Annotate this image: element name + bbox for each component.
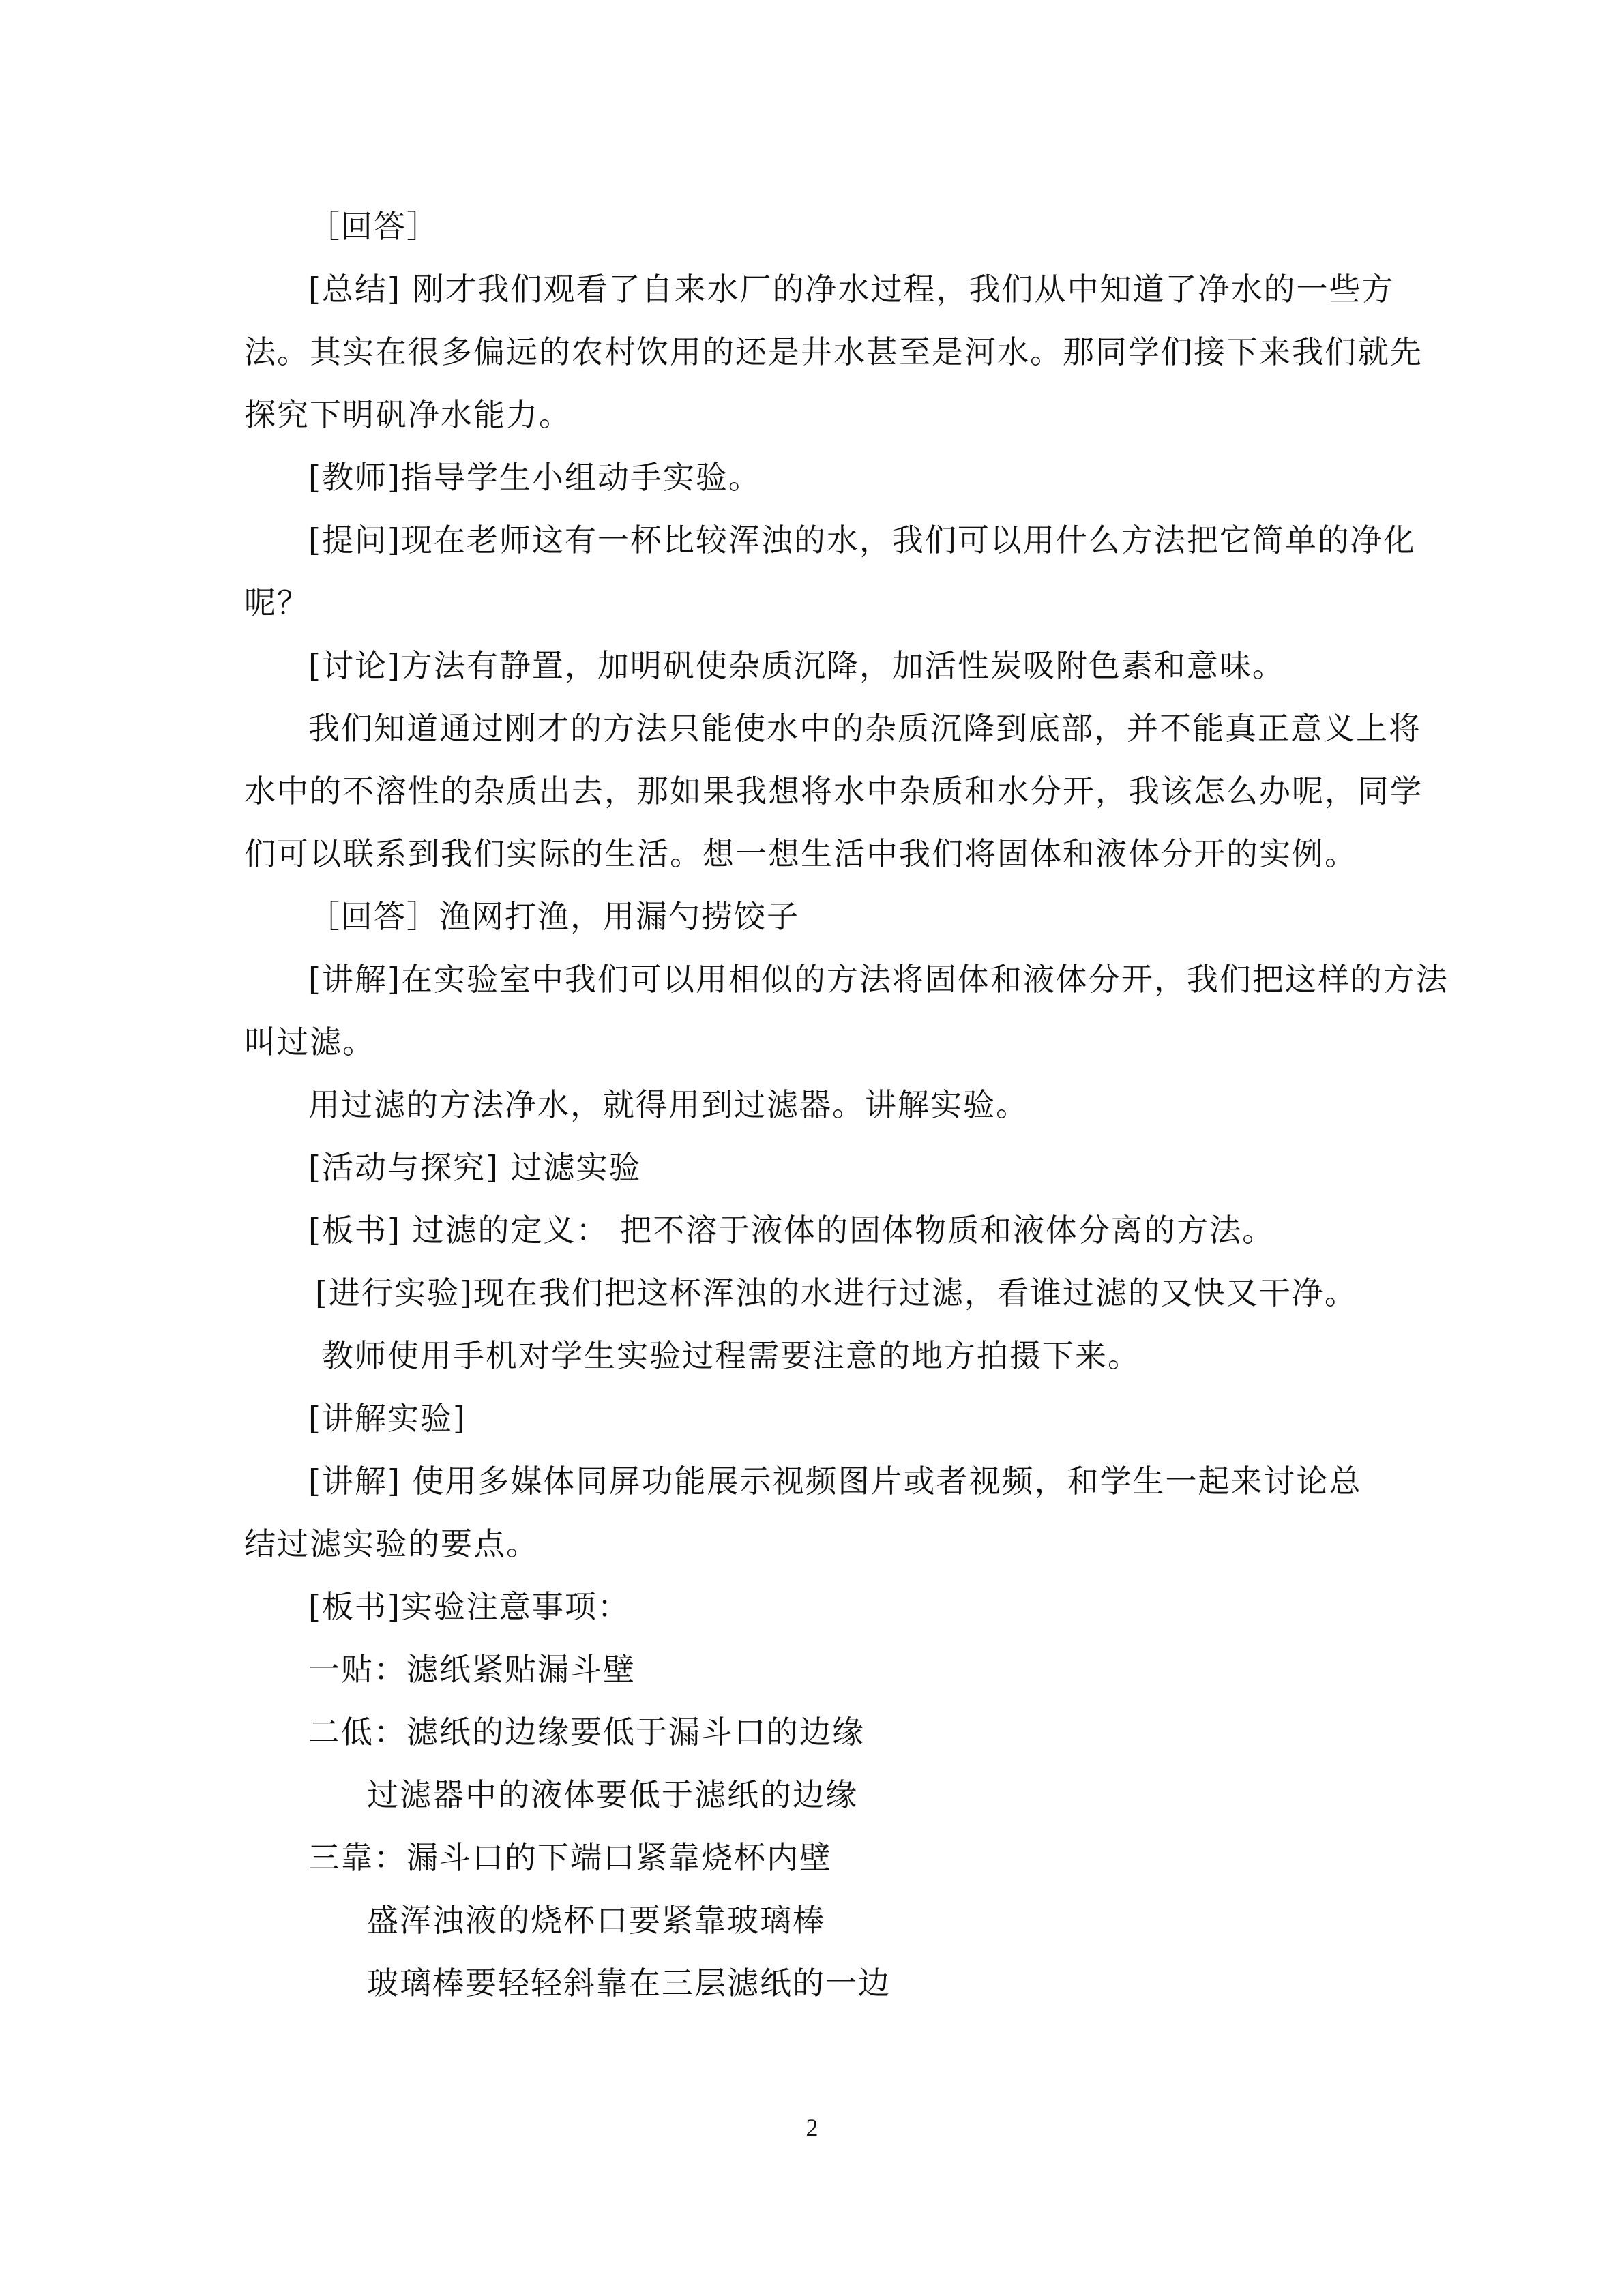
text-line: 水中的不溶性的杂质出去，那如果我想将水中杂质和水分开，我该怎么办呢，同学 <box>244 773 1423 809</box>
page-number: 2 <box>806 2114 818 2141</box>
text-line: [讲解] 使用多媒体同屏功能展示视频图片或者视频，和学生一起来讨论总 <box>308 1463 1362 1500</box>
text-line: [教师]指导学生小组动手实验。 <box>308 459 761 496</box>
text-line: [讨论]方法有静置，加明矾使杂质沉降，加活性炭吸附色素和意味。 <box>308 647 1285 684</box>
text-line: [总结] 刚才我们观看了自来水厂的净水过程，我们从中知道了净水的一些方 <box>308 271 1395 308</box>
text-line: 我们知道通过刚才的方法只能使水中的杂质沉降到底部，并不能真正意义上将 <box>308 710 1421 747</box>
text-line: [板书] 过滤的定义： 把不溶于液体的固体物质和液体分离的方法。 <box>308 1212 1275 1249</box>
text-line: 叫过滤。 <box>244 1024 375 1060</box>
text-line: 们可以联系到我们实际的生活。想一想生活中我们将固体和液体分开的实例。 <box>244 835 1357 872</box>
text-line: 呢？ <box>244 584 310 621</box>
text-line: 教师使用手机对学生实验过程需要注意的地方拍摄下来。 <box>322 1337 1140 1374</box>
text-line: ［回答］ <box>308 208 439 245</box>
text-line: 盛浑浊液的烧杯口要紧靠玻璃棒 <box>367 1902 825 1939</box>
text-line: ［回答］渔网打渔，用漏勺捞饺子 <box>308 898 799 935</box>
text-line: 二低：滤纸的边缘要低于漏斗口的边缘 <box>308 1714 865 1750</box>
text-line: [进行实验]现在我们把这杯浑浊的水进行过滤，看谁过滤的又快又干净。 <box>315 1274 1357 1311</box>
text-line: 用过滤的方法净水，就得用到过滤器。讲解实验。 <box>308 1086 1029 1123</box>
text-line: [讲解]在实验室中我们可以用相似的方法将固体和液体分开，我们把这样的方法 <box>308 961 1449 998</box>
text-line: 结过滤实验的要点。 <box>244 1525 539 1562</box>
text-line: 一贴：滤纸紧贴漏斗壁 <box>308 1651 636 1688</box>
text-line: [活动与探究] 过滤实验 <box>308 1149 642 1186</box>
text-line: [板书]实验注意事项： <box>308 1588 630 1625</box>
text-line: 法。其实在很多偏远的农村饮用的还是井水甚至是河水。那同学们接下来我们就先 <box>244 333 1423 370</box>
text-line: 探究下明矾净水能力。 <box>244 396 572 433</box>
text-line: 玻璃棒要轻轻斜靠在三层滤纸的一边 <box>367 1965 891 2001</box>
text-line: [讲解实验] <box>308 1400 467 1437</box>
text-line: 三靠：漏斗口的下端口紧靠烧杯内壁 <box>308 1839 832 1876</box>
text-line: 过滤器中的液体要低于滤纸的边缘 <box>367 1776 858 1813</box>
text-line: [提问]现在老师这有一杯比较浑浊的水，我们可以用什么方法把它简单的净化 <box>308 522 1416 558</box>
